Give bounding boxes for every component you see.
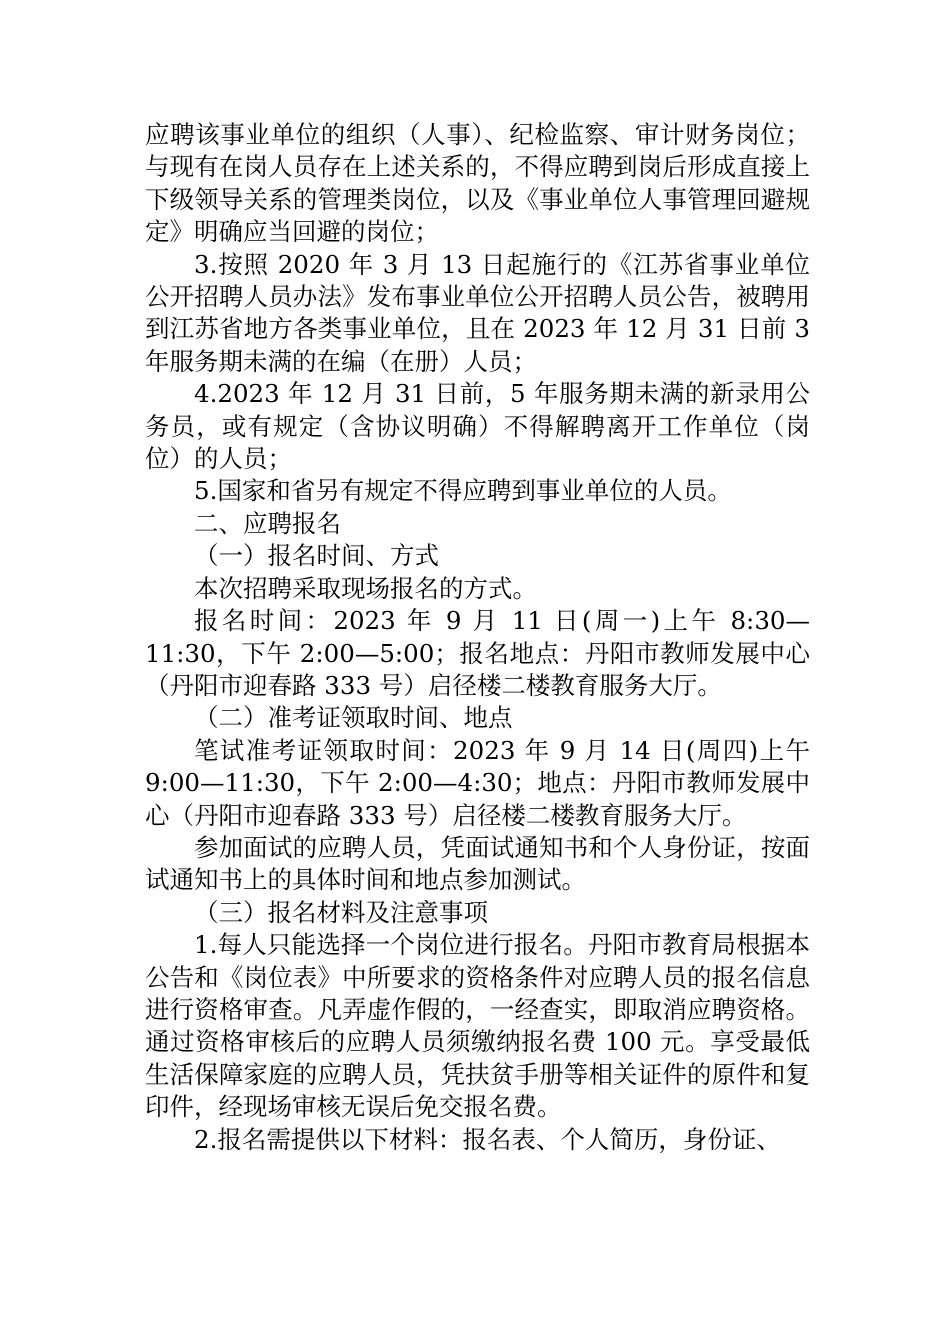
- paragraph-7: 笔试准考证领取时间：2023 年 9 月 14 日(周四)上午 9:00—11:30，下午 2:00—4:30；地点：丹阳市教师发展中心（丹阳市迎春路 333 号）启径楼二楼教育服务大厅。: [145, 735, 818, 830]
- subsection-heading-3: （三）报名材料及注意事项: [194, 897, 488, 927]
- paragraph-6: 报名时间：2023 年 9 月 11 日(周一)上午 8:30—11:30，下午 2:00—5:00；报名地点：丹阳市教师发展中心（丹阳市迎春路 333 号）启径楼二楼教育服务大厅。: [145, 606, 810, 700]
- paragraph-5: 本次招聘采取现场报名的方式。: [194, 573, 537, 603]
- paragraph-3: 4.2023 年 12 月 31 日前，5 年服务期未满的新录用公务员，或有规定（含协议明确）不得解聘离开工作单位（岗位）的人员；: [145, 379, 810, 474]
- paragraph-1: 应聘该事业单位的组织（人事）、纪检监察、审计财务岗位；与现有在岗人员存在上述关系的，不得应聘到岗后形成直接上下级领导关系的管理类岗位，以及《事业单位人事管理回避规定》明确应当回避的岗位；: [145, 120, 810, 247]
- subsection-heading-1: （一）报名时间、方式: [194, 541, 439, 571]
- paragraph-8: 参加面试的应聘人员，凭面试通知书和个人身份证，按面试通知书上的具体时间和地点参加测试。: [145, 832, 810, 895]
- paragraph-2: 3.按照 2020 年 3 月 13 日起施行的《江苏省事业单位公开招聘人员办法》发布事业单位公开招聘人员公告，被聘用到江苏省地方各类事业单位，且在 2023 年 12 月 31 日前 3 年服务期未满的在编（在册）人员；: [145, 249, 818, 376]
- paragraph-4: 5.国家和省另有规定不得应聘到事业单位的人员。: [194, 476, 732, 506]
- paragraph-9: 1.每人只能选择一个岗位进行报名。丹阳市教育局根据本公告和《岗位表》中所要求的资格条件对应聘人员的报名信息进行资格审查。凡弄虚作假的，一经查实，即取消应聘资格。通过资格审核后的应聘人员须缴纳报名费 100 元。享受最低生活保障家庭的应聘人员，凭扶贫手册等相关证件的原件和复印件，经现场审核无误后免交报名费。: [145, 930, 810, 1122]
- document-body: [145, 119, 818, 1156]
- paragraph-10: 2.报名需提供以下材料：报名表、个人简历，身份证、: [194, 1124, 781, 1154]
- section-heading-2: 二、应聘报名: [194, 508, 341, 538]
- subsection-heading-2: （二）准考证领取时间、地点: [194, 703, 513, 733]
